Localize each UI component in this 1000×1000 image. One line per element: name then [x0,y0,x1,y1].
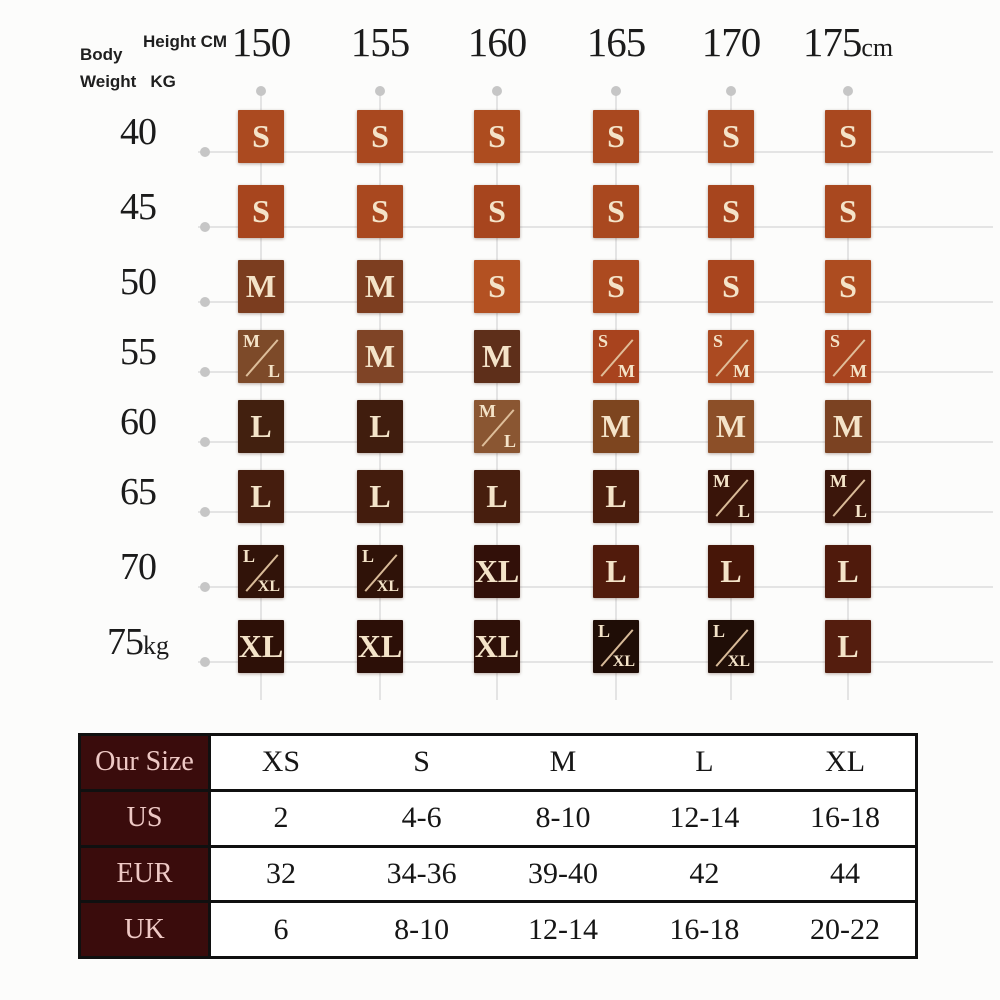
size-badge-label: L [369,408,391,444]
size-badge-l [593,545,639,598]
size-badge-label: L [720,553,742,589]
size-badge-label: M [830,471,847,491]
size-badge-s [357,110,403,163]
grid-dot [843,86,853,96]
size-badge-m [593,400,639,453]
conversion-row-header: US [80,790,210,846]
size-badge-m [357,260,403,313]
size-badge-l [593,470,639,523]
size-badge-l [238,470,284,523]
conversion-cell: 16-18 [775,790,916,846]
size-badge-label: XL [376,578,399,595]
size-badge-label: L [854,501,867,521]
size-badge-label: M [243,331,260,351]
grid-dot [726,86,736,96]
size-badge-label: M [245,268,277,304]
tick-number: 175 [802,19,862,65]
tick-number: 55 [120,331,156,373]
grid-vertical-line [730,90,732,700]
size-badge-label: S [488,193,506,229]
weight-tick-label [73,330,203,374]
size-badge-label: L [250,478,272,514]
weight-tick-label [73,545,203,589]
size-badge-s [238,185,284,238]
conversion-cell: L [634,735,775,791]
size-badge-s [593,260,639,313]
conversion-cell: 42 [634,846,775,902]
size-badge-m-l [708,470,754,523]
weight-axis-label [80,72,176,92]
size-badge-label: XL [612,653,635,670]
height-tick-label [773,18,923,66]
conversion-cell: 44 [775,846,916,902]
size-badge-label: S [722,193,740,229]
tick-number: 70 [120,546,156,588]
size-badge-label: XL [474,628,520,664]
tick-number: 165 [586,19,646,65]
size-badge-label: S [830,331,841,351]
size-badge-label: M [832,408,864,444]
tick-number: 60 [120,401,156,443]
tick-number: 170 [701,19,761,65]
weight-tick-label [73,400,203,444]
size-badge-xl [238,620,284,673]
size-badge-label: M [600,408,632,444]
size-badge-label: L [605,478,627,514]
size-badge-label: S [488,118,506,154]
size-badge-l-xl [238,545,284,598]
size-badge-m-l [474,400,520,453]
size-badge-label: S [839,118,857,154]
size-badge-m [474,330,520,383]
size-badge-label: S [607,193,625,229]
size-badge-label: L [250,408,272,444]
size-badge-label: S [839,193,857,229]
size-badge-label: L [837,553,859,589]
size-badge-s [593,110,639,163]
tick-unit-suffix: cm [861,33,894,62]
grid-dot [375,86,385,96]
size-badge-label: M [479,401,496,421]
size-badge-label: L [486,478,508,514]
body-axis-label: Body [80,45,123,64]
weight-tick-label [73,110,203,154]
size-badge-label: M [618,361,635,381]
size-badge-label: M [733,361,750,381]
size-badge-s [357,185,403,238]
size-badge-s [825,185,871,238]
size-badge-label: M [481,338,513,374]
tick-number: 155 [350,19,410,65]
grid-dot [611,86,621,96]
size-badge-label: S [722,268,740,304]
size-badge-xl [357,620,403,673]
size-badge-label: L [737,501,750,521]
grid-vertical-line [496,90,498,700]
size-badge-label: S [252,193,270,229]
size-badge-label: L [267,361,280,381]
size-badge-label: M [713,471,730,491]
size-badge-m-l [825,470,871,523]
weight-tick-label [73,620,203,664]
size-badge-s [708,185,754,238]
tick-number: 160 [467,19,527,65]
size-badge-s-m [593,330,639,383]
conversion-cell: 16-18 [634,902,775,958]
size-badge-l [474,470,520,523]
grid-vertical-line [615,90,617,700]
size-badge-s-m [825,330,871,383]
size-badge-label: M [715,408,747,444]
size-badge-l [825,545,871,598]
conversion-cell: 34-36 [351,846,492,902]
grid-dot [256,86,266,96]
conversion-cell: 2 [210,790,351,846]
size-badge-label: XL [357,628,403,664]
conversion-table-row [80,846,917,902]
tick-unit-suffix: kg [143,631,169,660]
size-badge-label: L [362,546,375,566]
weight-tick-label [73,260,203,304]
conversion-cell: S [351,735,492,791]
size-badge-label: L [503,431,516,451]
grid-vertical-line [379,90,381,700]
size-badge-label: S [371,118,389,154]
grid-vertical-line [260,90,262,700]
size-badge-label: S [722,118,740,154]
conversion-row-header: UK [80,902,210,958]
conversion-cell: 12-14 [634,790,775,846]
size-badge-l [708,545,754,598]
height-axis-label: Height CM [143,32,228,51]
size-badge-s [708,260,754,313]
weight-tick-label [73,470,203,514]
size-badge-label: S [371,193,389,229]
conversion-row-header: EUR [80,846,210,902]
size-badge-s [593,185,639,238]
size-badge-label: S [488,268,506,304]
conversion-cell: 4-6 [351,790,492,846]
size-badge-label: XL [474,553,520,589]
size-conversion-table [78,733,918,959]
tick-number: 150 [231,19,291,65]
size-badge-label: L [598,621,611,641]
size-badge-l [825,620,871,673]
conversion-cell: M [492,735,633,791]
grid-vertical-line [847,90,849,700]
size-badge-label: S [607,268,625,304]
size-badge-s [825,110,871,163]
size-badge-label: L [243,546,256,566]
tick-number: 50 [120,261,156,303]
conversion-cell: 6 [210,902,351,958]
size-badge-m [238,260,284,313]
size-badge-label: XL [238,628,284,664]
conversion-cell: 12-14 [492,902,633,958]
tick-number: 45 [120,186,156,228]
size-badge-l [357,470,403,523]
size-badge-s-m [708,330,754,383]
size-badge-label: S [252,118,270,154]
size-badge-l-xl [593,620,639,673]
size-badge-label: S [713,331,724,351]
tick-number: 75 [107,621,143,663]
size-badge-s [825,260,871,313]
size-badge-l [238,400,284,453]
conversion-cell: 32 [210,846,351,902]
size-badge-label: XL [727,653,750,670]
size-badge-label: M [850,361,867,381]
conversion-cell: 20-22 [775,902,916,958]
kg-unit-label: KG [150,72,176,91]
size-badge-s [238,110,284,163]
conversion-cell: XS [210,735,351,791]
conversion-table-row [80,735,917,791]
conversion-table-row [80,790,917,846]
size-badge-xl [474,620,520,673]
grid-dot [492,86,502,96]
size-badge-label: L [605,553,627,589]
size-badge-label: L [369,478,391,514]
conversion-cell: 8-10 [492,790,633,846]
conversion-cell: XL [775,735,916,791]
size-badge-s [474,260,520,313]
size-badge-m-l [238,330,284,383]
weight-tick-label [73,185,203,229]
size-badge-l-xl [708,620,754,673]
size-badge-m [708,400,754,453]
weight-axis-label-text: Weight [80,72,137,91]
size-badge-s [474,110,520,163]
size-badge-label: L [713,621,726,641]
size-badge-label: S [839,268,857,304]
size-badge-label: S [598,331,609,351]
conversion-row-header: Our Size [80,735,210,791]
size-badge-label: M [364,338,396,374]
tick-number: 65 [120,471,156,513]
size-badge-label: L [837,628,859,664]
size-badge-label: XL [257,578,280,595]
conversion-cell: 8-10 [351,902,492,958]
conversion-cell: 39-40 [492,846,633,902]
tick-number: 40 [120,111,156,153]
size-badge-xl [474,545,520,598]
size-badge-s [708,110,754,163]
size-badge-label: M [364,268,396,304]
size-badge-m [357,330,403,383]
size-badge-m [825,400,871,453]
conversion-table-row [80,902,917,958]
size-badge-l [357,400,403,453]
size-badge-label: S [607,118,625,154]
size-badge-l-xl [357,545,403,598]
size-badge-s [474,185,520,238]
